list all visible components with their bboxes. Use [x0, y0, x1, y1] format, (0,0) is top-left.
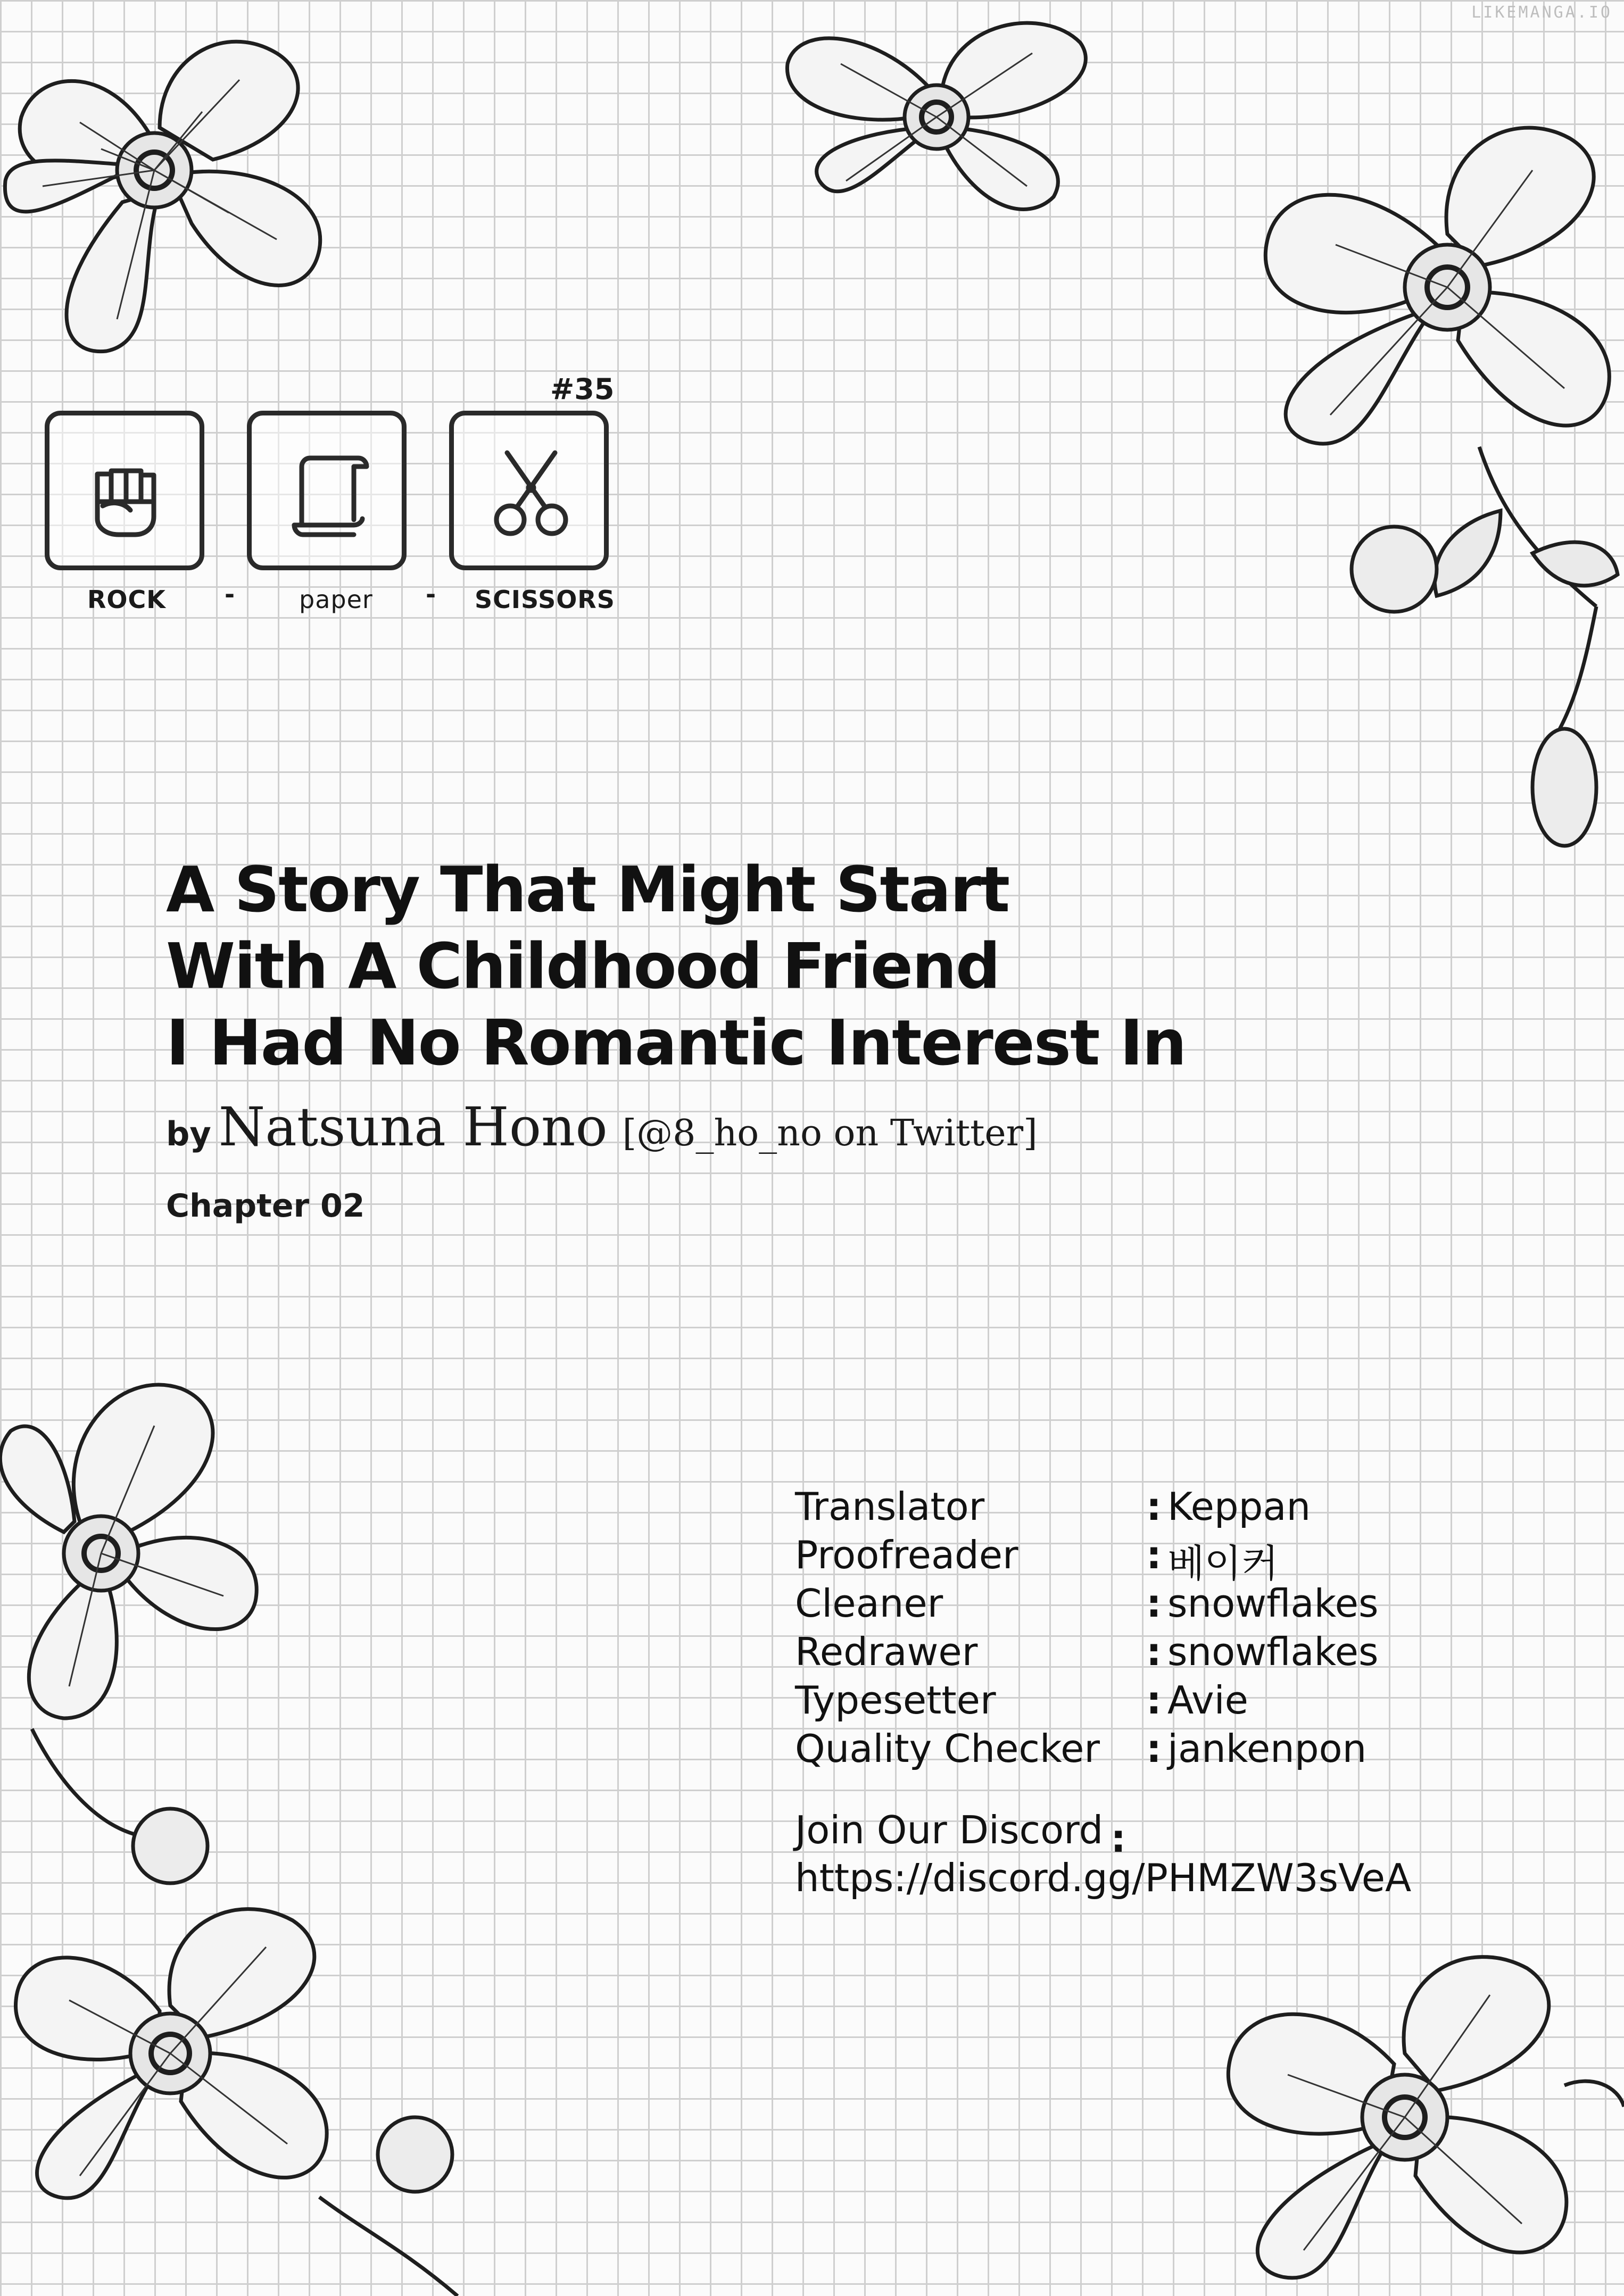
- paper-label: paper: [299, 585, 373, 614]
- credit-colon: :: [1146, 1629, 1162, 1674]
- credit-role: Quality Checker: [795, 1726, 1100, 1771]
- author-handle: [@8_ho_no on Twitter]: [622, 1112, 1038, 1154]
- flower-illustration-top-center: [777, 0, 1096, 223]
- credit-role: Redrawer: [795, 1629, 978, 1674]
- credit-row: [795, 1533, 1593, 1586]
- story-title: [166, 851, 1230, 1081]
- credit-colon: :: [1146, 1484, 1162, 1529]
- author-credit: [166, 1096, 1038, 1158]
- rock-paper-scissors-logo: [45, 372, 619, 628]
- flower-illustration-bottom-left: [0, 1346, 490, 2296]
- credit-row: [795, 1581, 1593, 1629]
- credit-role: Cleaner: [795, 1581, 943, 1626]
- credit-row: [795, 1726, 1593, 1775]
- credit-role: Translator: [795, 1484, 985, 1529]
- credit-name: Keppan: [1167, 1484, 1311, 1529]
- site-watermark: LIKEMANGA.IO: [1471, 3, 1612, 22]
- credit-role: Proofreader: [795, 1533, 1018, 1577]
- title-line: A Story That Might Start: [166, 853, 1009, 926]
- flower-illustration-right: [1203, 74, 1624, 872]
- discord-link[interactable]: https://discord.gg/PHMZW3sVeA: [795, 1856, 1412, 1900]
- discord-label-line: [795, 1806, 1411, 1861]
- credit-name: jankenpon: [1167, 1726, 1367, 1771]
- credit-row: [795, 1678, 1593, 1726]
- credit-colon: :: [1146, 1678, 1162, 1723]
- paper-scroll-icon: [247, 411, 407, 570]
- title-line: I Had No Romantic Interest In: [166, 1006, 1186, 1079]
- scissors-label: SCISSORS: [475, 585, 615, 614]
- discord-label: Join Our Discord: [795, 1808, 1104, 1852]
- flower-illustration-bottom-right: [1192, 1926, 1624, 2296]
- credit-row: [795, 1629, 1593, 1678]
- credit-colon: :: [1146, 1726, 1162, 1771]
- fist-icon: [45, 411, 204, 570]
- scanlation-credits: [795, 1484, 1593, 1775]
- logo-labels: [45, 580, 619, 622]
- discord-invite: [795, 1806, 1411, 1902]
- by-label: by: [166, 1114, 211, 1153]
- logo-icon-row: [45, 411, 619, 581]
- credit-row: [795, 1484, 1593, 1533]
- separator: -: [426, 580, 436, 609]
- scissors-icon: [449, 411, 609, 570]
- rock-label: ROCK: [87, 585, 166, 614]
- discord-colon: :: [1111, 1816, 1126, 1861]
- issue-number: #35: [550, 372, 615, 406]
- credit-name: 베이커: [1167, 1541, 1279, 1586]
- chapter-number: Chapter 02: [166, 1187, 365, 1225]
- credit-colon: :: [1146, 1533, 1162, 1577]
- credit-name: snowflakes: [1167, 1581, 1379, 1626]
- title-line: With A Childhood Friend: [166, 929, 1000, 1003]
- credit-name: snowflakes: [1167, 1629, 1379, 1674]
- separator: -: [225, 580, 235, 609]
- credit-role: Typesetter: [795, 1678, 996, 1723]
- author-name: Natsuna Hono: [218, 1096, 608, 1158]
- credit-name: Avie: [1167, 1678, 1248, 1723]
- flower-illustration-top-left: [0, 0, 351, 362]
- credit-colon: :: [1146, 1581, 1162, 1626]
